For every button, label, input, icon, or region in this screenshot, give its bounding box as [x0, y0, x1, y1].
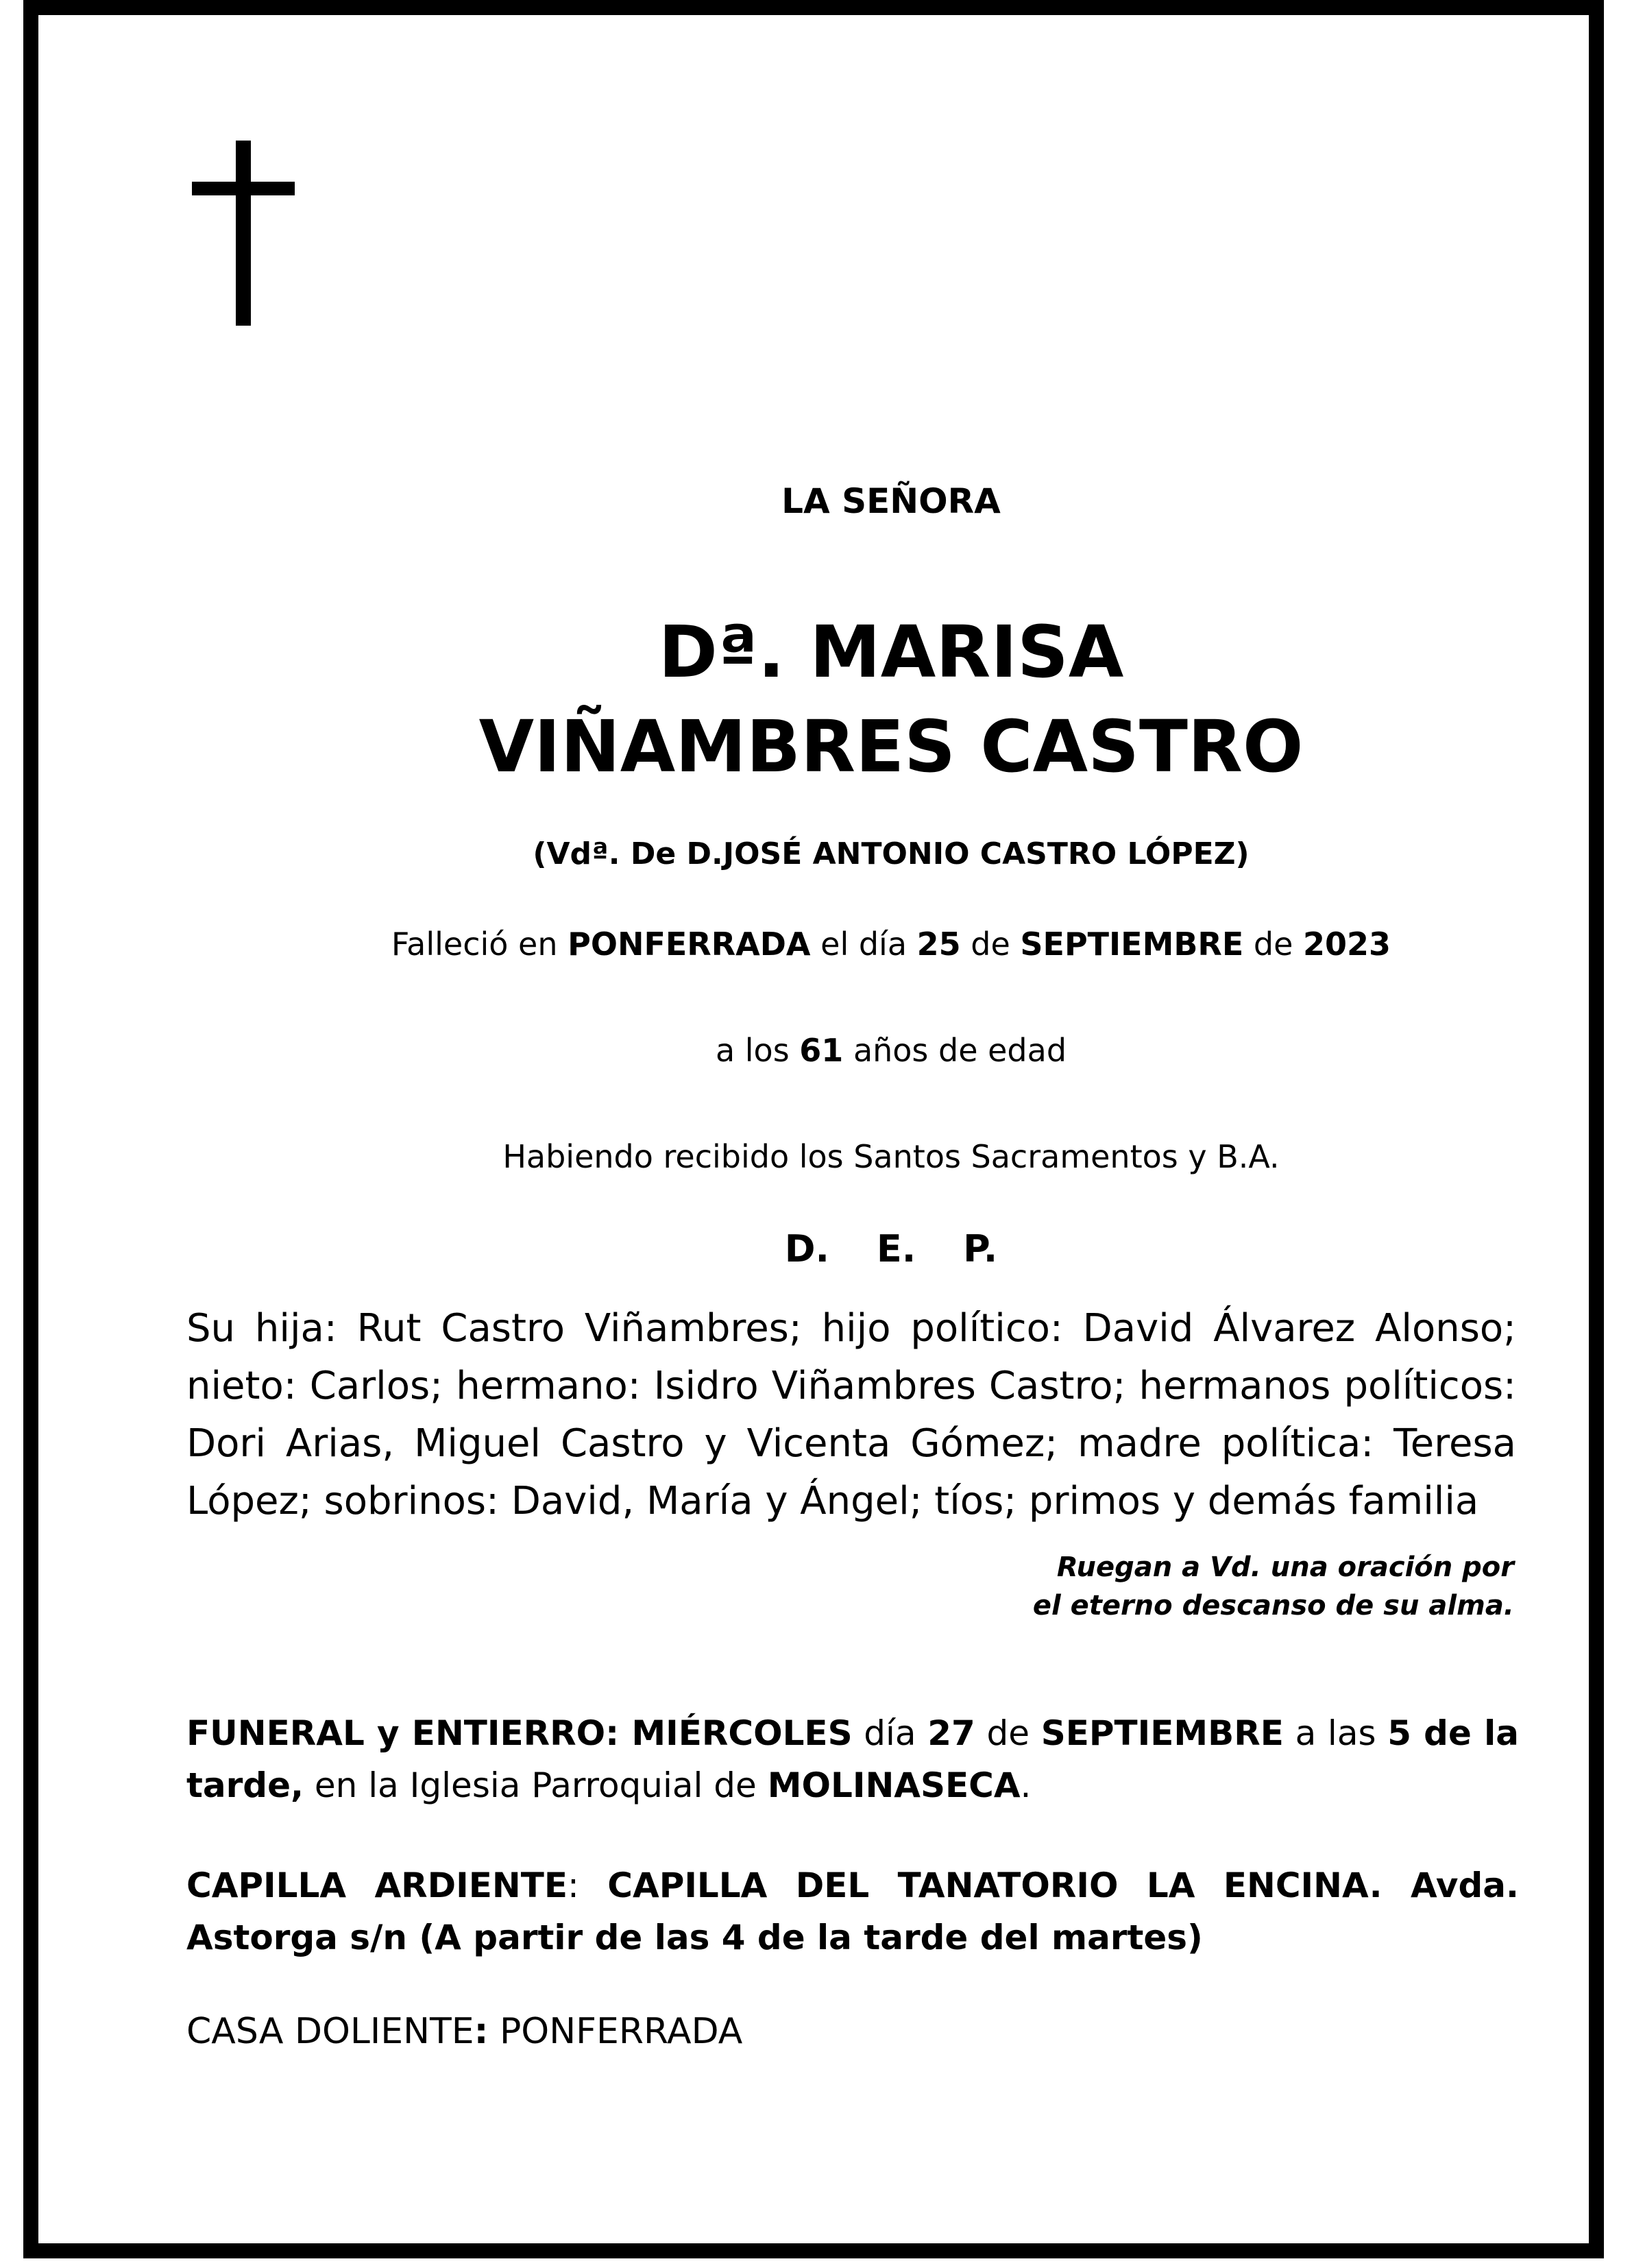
age-prefix: a los: [715, 1032, 790, 1069]
death-info: [343, 926, 1439, 963]
funeral-info: [186, 1707, 1519, 1811]
chapel-info: [186, 1859, 1519, 1964]
funeral-time: 5 de la tarde,: [186, 1713, 1519, 1805]
chapel-text: CAPILLA DEL TANATORIO LA ENCINA. Avda. Astorga s/n (A partir de las 4 de la tarde del martes): [186, 1866, 1520, 1957]
deceased-name-line2: VIÑAMBRES CASTRO: [478, 705, 1304, 788]
cross-icon: [192, 141, 295, 326]
funeral-month: SEPTIEMBRE: [1040, 1713, 1284, 1753]
age-years: 61: [799, 1032, 844, 1069]
death-year: 2023: [1303, 926, 1391, 963]
dep: D. E. P.: [784, 1227, 998, 1270]
heading: LA SEÑORA: [781, 481, 1001, 521]
funeral-end: .: [1020, 1765, 1032, 1805]
death-month: SEPTIEMBRE: [1020, 926, 1244, 963]
family-list: Su hija: Rut Castro Viñambres; hijo político: David Álvarez Alonso; nieto: Carlos; hermano: Isidro Viñambres Castro; hermanos políticos: Dori Arias, Miguel Castro y Vicenta Gómez; madre política: Teresa López; sobrinos: David, María y Ángel; tíos; primos y demás familia: [186, 1306, 1516, 1523]
age-suffix: años de edad: [853, 1032, 1067, 1069]
house-label: CASA DOLIENTE: [186, 2011, 474, 2052]
deceased-name-line1: Dª. MARISA: [658, 610, 1124, 694]
house-place: PONFERRADA: [499, 2011, 743, 2052]
funeral-label: FUNERAL y ENTIERRO: MIÉRCOLES: [186, 1713, 853, 1753]
sacraments: Habiendo recibido los Santos Sacramentos y B.A.: [502, 1138, 1280, 1175]
age-info: [343, 1032, 1439, 1069]
funeral-t3: a las: [1295, 1713, 1376, 1753]
prayer-request: [897, 1548, 1514, 1625]
prayer-line2: el eterno descanso de su alma.: [1032, 1590, 1514, 1621]
funeral-t4: en la Iglesia Parroquial de: [314, 1765, 757, 1805]
funeral-t2: de: [986, 1713, 1030, 1753]
death-of2: de: [1253, 926, 1293, 963]
death-day: 25: [916, 926, 961, 963]
funeral-day: 27: [927, 1713, 975, 1753]
funeral-t1: día: [864, 1713, 916, 1753]
house-sep: :: [474, 2011, 489, 2052]
death-of1: de: [971, 926, 1010, 963]
death-prefix: Falleció en: [391, 926, 558, 963]
funeral-place: MOLINASECA: [767, 1765, 1021, 1805]
death-place: PONFERRADA: [568, 926, 811, 963]
prayer-line1: Ruegan a Vd. una oración por: [1056, 1552, 1514, 1583]
house-info: [186, 2005, 1519, 2058]
chapel-sep: :: [568, 1866, 579, 1905]
widow-of: (Vdª. De D.JOSÉ ANTONIO CASTRO LÓPEZ): [533, 836, 1250, 871]
chapel-label: CAPILLA ARDIENTE: [186, 1866, 568, 1905]
death-day-label: el día: [820, 926, 908, 963]
